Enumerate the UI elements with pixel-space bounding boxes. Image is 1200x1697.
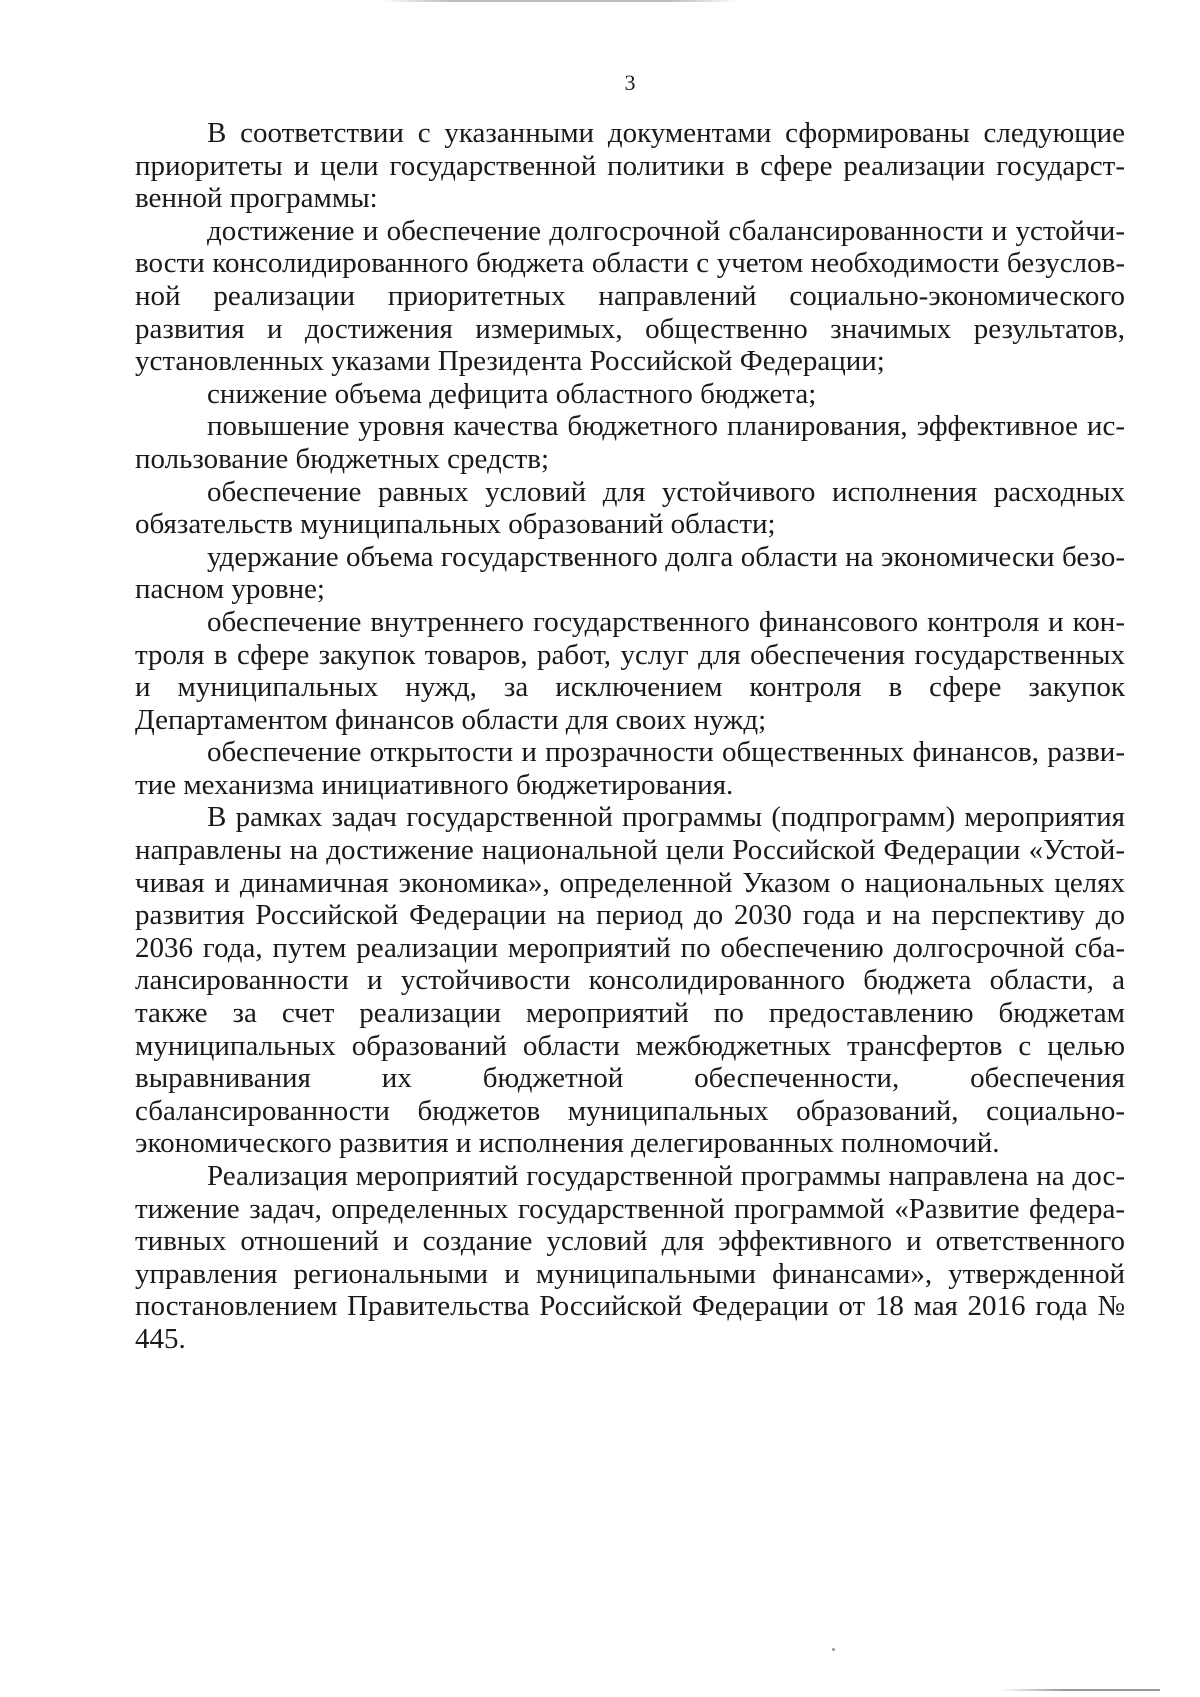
scan-artifact-top (380, 0, 740, 2)
paragraph-priority-planning: повышение уровня качества бюджетного планирования, эффективное использование бюджетных средств; (135, 410, 1125, 475)
scan-artifact-dot (832, 1648, 835, 1651)
paragraph-intro: В соответствии с указанными документами сформированы следующие приоритеты и цели государственной политики в сфере реализации государственной программы: (135, 117, 1125, 215)
paragraph-priority-debt: удержание объема государственного долга области на экономически безопасном уровне; (135, 540, 1125, 606)
paragraph-federal-program: Реализация мероприятий государственной программы направлена на достижение задач, определенных государственной программой «Развитие федеративных отношений и создание условий для эффективного и ответственного управления региональными и муниципальными финансами», утвержденной постановлением Правительства Российской Федерации от 18 мая 2016 года № 445. (135, 1160, 1125, 1355)
paragraph-priority-transparency: обеспечение открытости и прозрачности общественных финансов, развитие механизма инициативного бюджетирования. (135, 736, 1125, 801)
scan-artifact-bottom-right (1000, 1689, 1160, 1691)
paragraph-priority-control: обеспечение внутреннего государственного финансового контроля и контроля в сфере закупок товаров, работ, услуг для обеспечения государственных и муниципальных нужд, за исключением контроля в сфере закупок Департаментом финансов области для своих нужд; (135, 605, 1125, 736)
paragraph-priority-balance: достижение и обеспечение долгосрочной сбалансированности и устойчивости консолидированного бюджета области с учетом необходимости безусловной реализации приоритетных направлений социально-экономического развития и достижения измеримых, общественно значимых результатов, установленных указами Президента Российской Федерации; (135, 214, 1125, 378)
page-number: 3 (624, 70, 636, 95)
paragraph-priority-equal-conditions: обеспечение равных условий для устойчивого исполнения расходных обязательств муниципальных образований области; (135, 475, 1125, 541)
paragraph-national-goal: В рамках задач государственной программы (подпрограмм) мероприятия направлены на достижение национальной цели Российской Федерации «Устойчивая и динамичная экономика», определенной Указом о национальных целях развития Российской Федерации на период до 2030 года и на перспективу до 2036 года, путем реализации мероприятий по обеспечению долгосрочной сбалансированности и устойчивости консолидированного бюджета области, а также за счет реализации мероприятий по предоставлению бюджетам муниципальных образований области межбюджетных трансфертов с целью выравнивания их бюджетной обеспеченности, обеспечения сбалансированности бюджетов муниципальных образований, социально-экономического развития и исполнения делегированных полномочий. (135, 801, 1125, 1160)
document-body (135, 117, 1125, 1356)
paragraph-priority-deficit: снижение объема дефицита областного бюджета; (207, 377, 817, 410)
